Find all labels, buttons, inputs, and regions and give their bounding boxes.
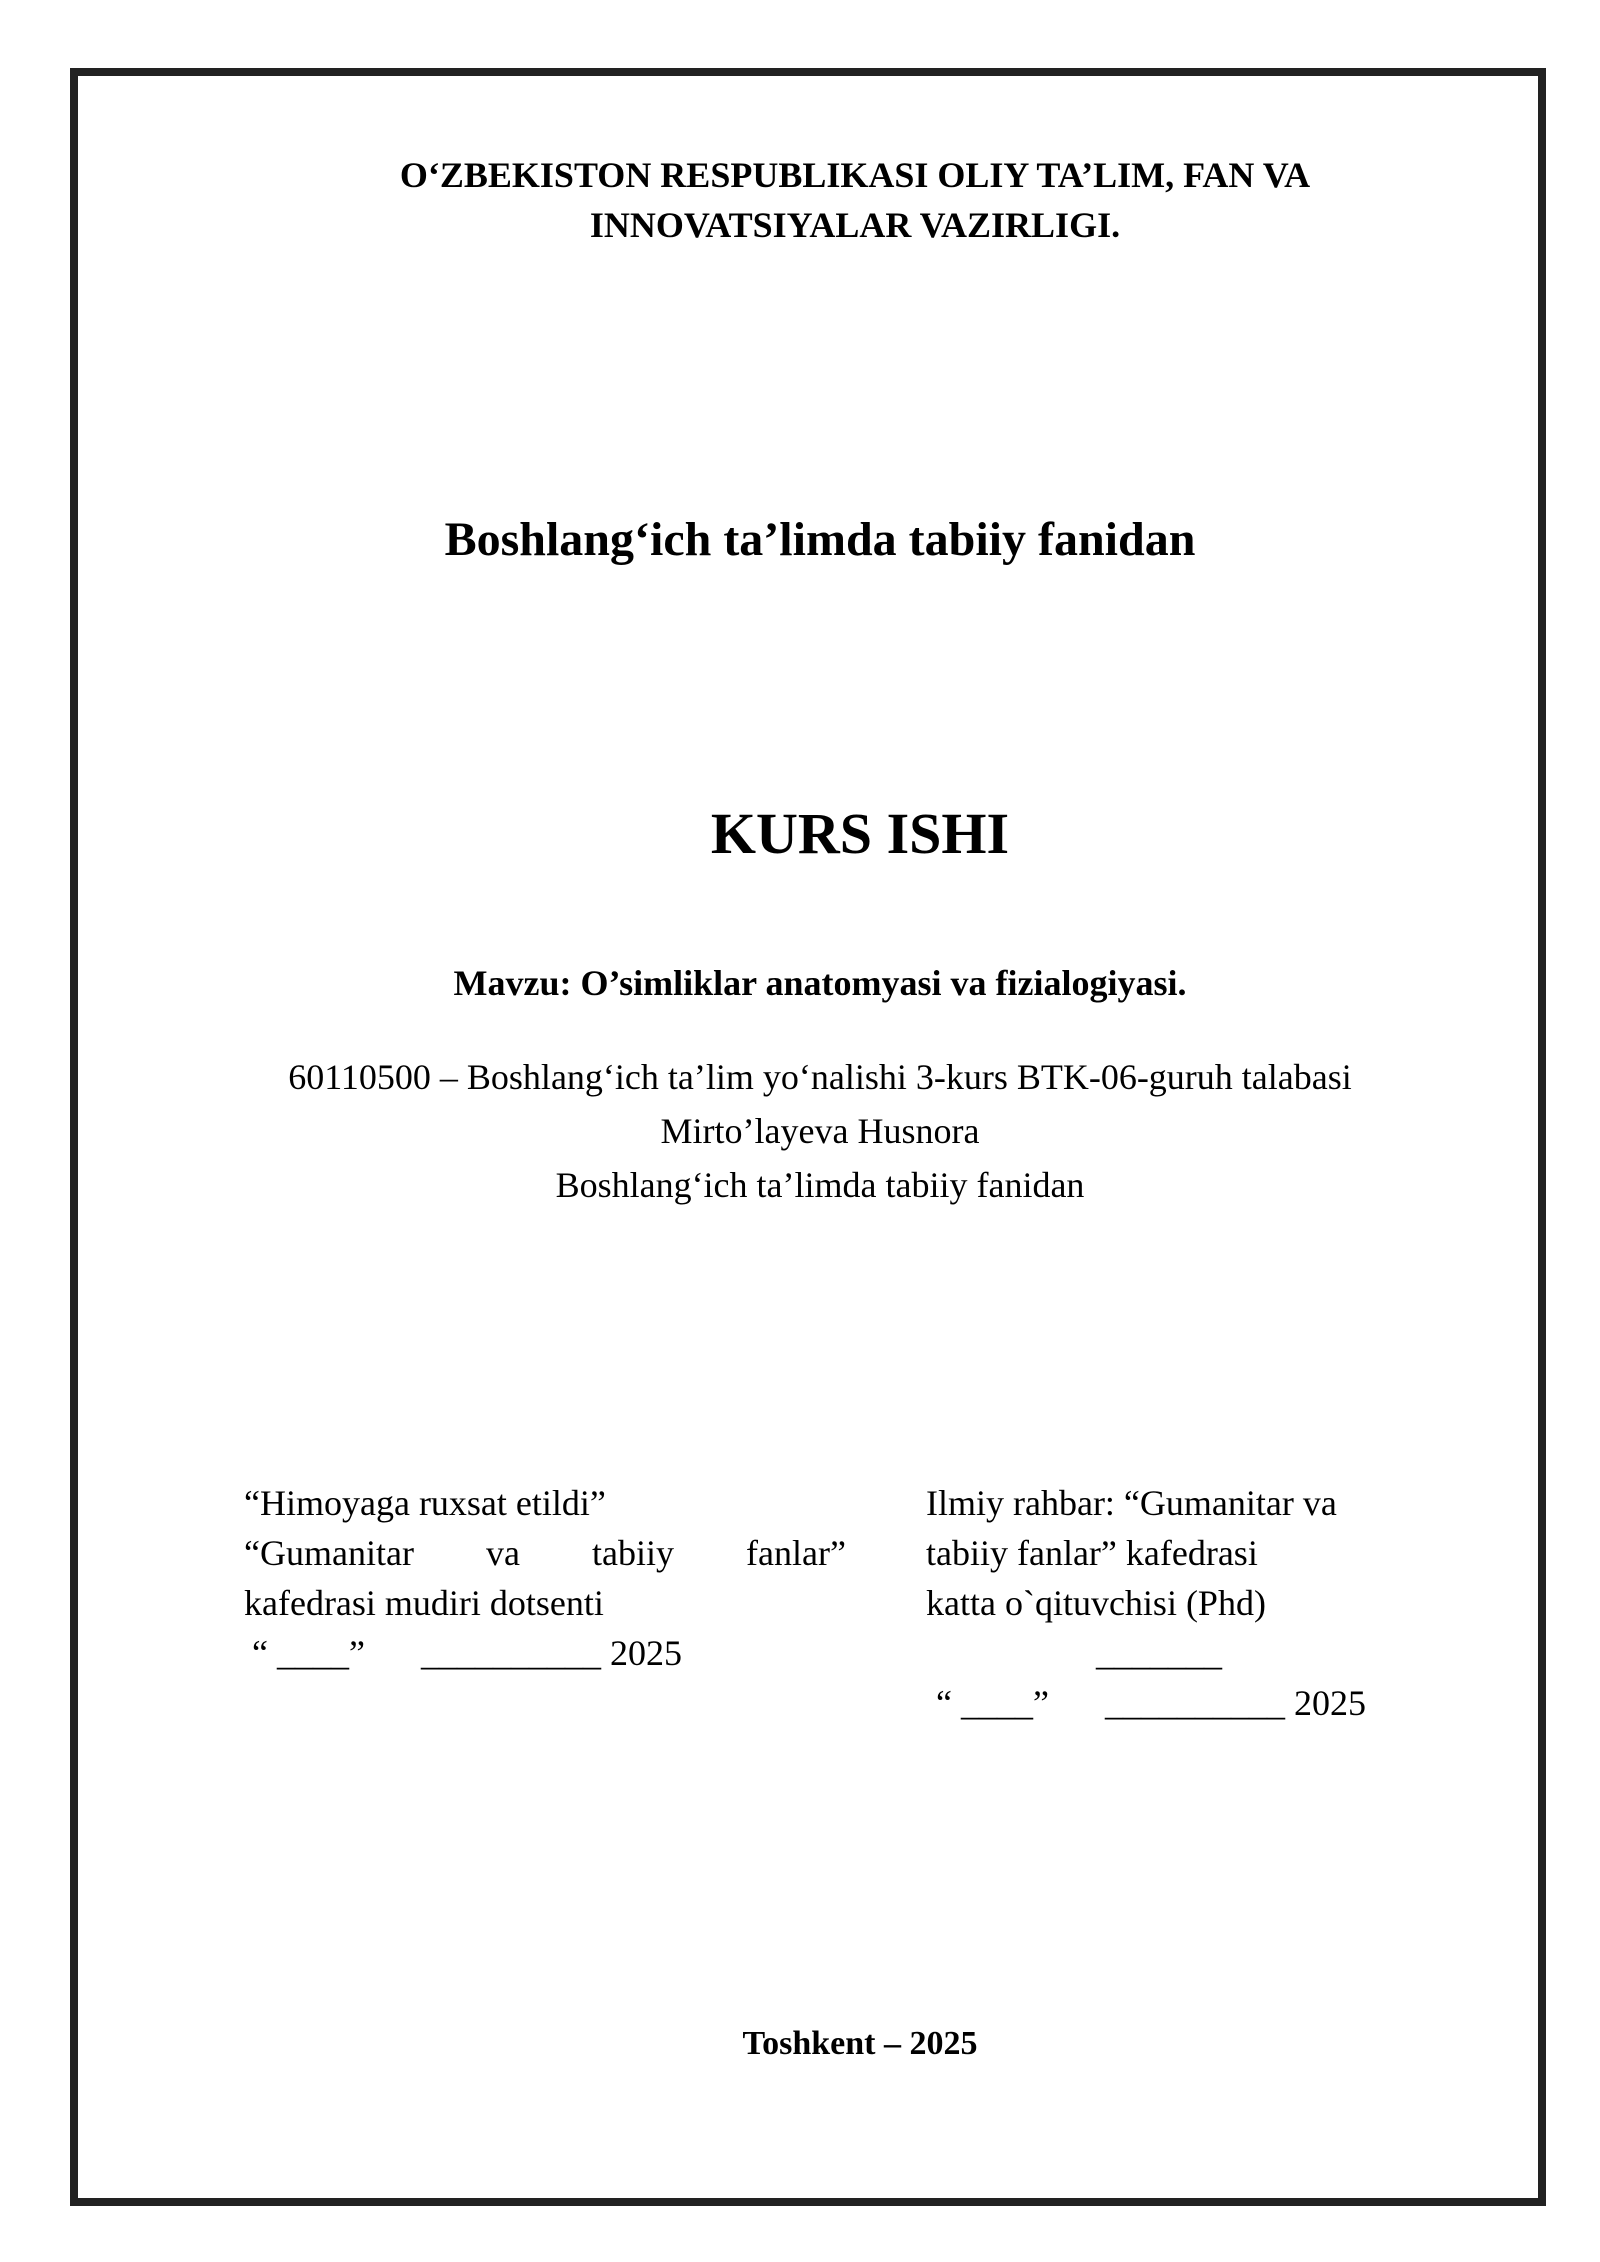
approval-word: va bbox=[485, 1533, 520, 1573]
ministry-line-1: O‘ZBEKISTON RESPUBLIKASI OLIY TA’LIM, FAN VA bbox=[399, 155, 1311, 195]
ministry-header bbox=[220, 150, 1490, 250]
advisor-date-line bbox=[926, 1678, 1446, 1728]
city-year: Toshkent – 2025 bbox=[742, 2025, 978, 2062]
subject-title: Boshlang‘ich ta’limda tabiiy fanidan bbox=[444, 513, 1196, 566]
defense-approval-block bbox=[244, 1478, 846, 1678]
approval-date-line bbox=[244, 1628, 846, 1678]
advisor-line-3: katta o`qituvchisi (Phd) bbox=[926, 1583, 1266, 1623]
advisor-date-day: “ ____” bbox=[936, 1683, 1049, 1723]
ministry-line-2: INNOVATSIYALAR VAZIRLIGI. bbox=[589, 205, 1121, 245]
student-program-line: 60110500 – Boshlang‘ich ta’lim yo‘nalishi 3-kurs BTK-06-guruh talabasi bbox=[288, 1057, 1352, 1097]
advisor-line-2: tabiiy fanlar” kafedrasi bbox=[926, 1533, 1258, 1573]
advisor-signature-line: _______ bbox=[1096, 1633, 1222, 1673]
document-type-title: KURS ISHI bbox=[710, 801, 1010, 866]
approval-line-2 bbox=[244, 1528, 846, 1578]
approval-word: “Gumanitar bbox=[244, 1533, 414, 1573]
student-name: Mirto’layeva Husnora bbox=[660, 1111, 980, 1151]
student-info bbox=[0, 1050, 1600, 1212]
approval-word: fanlar” bbox=[746, 1533, 846, 1573]
advisor-block bbox=[926, 1478, 1446, 1728]
topic-line: Mavzu: O’simliklar anatomyasi va fizialogiyasi. bbox=[453, 963, 1187, 1003]
approval-line-1: “Himoyaga ruxsat etildi” bbox=[244, 1483, 606, 1523]
approval-line-3: kafedrasi mudiri dotsenti bbox=[244, 1583, 604, 1623]
approval-word: tabiiy bbox=[592, 1533, 674, 1573]
advisor-line-1: Ilmiy rahbar: “Gumanitar va bbox=[926, 1483, 1337, 1523]
student-subject-line: Boshlang‘ich ta’limda tabiiy fanidan bbox=[555, 1165, 1085, 1205]
approval-date-day: “ ____” bbox=[252, 1633, 365, 1673]
approval-date-rest: __________ 2025 bbox=[420, 1633, 682, 1673]
advisor-date-rest: __________ 2025 bbox=[1104, 1683, 1366, 1723]
